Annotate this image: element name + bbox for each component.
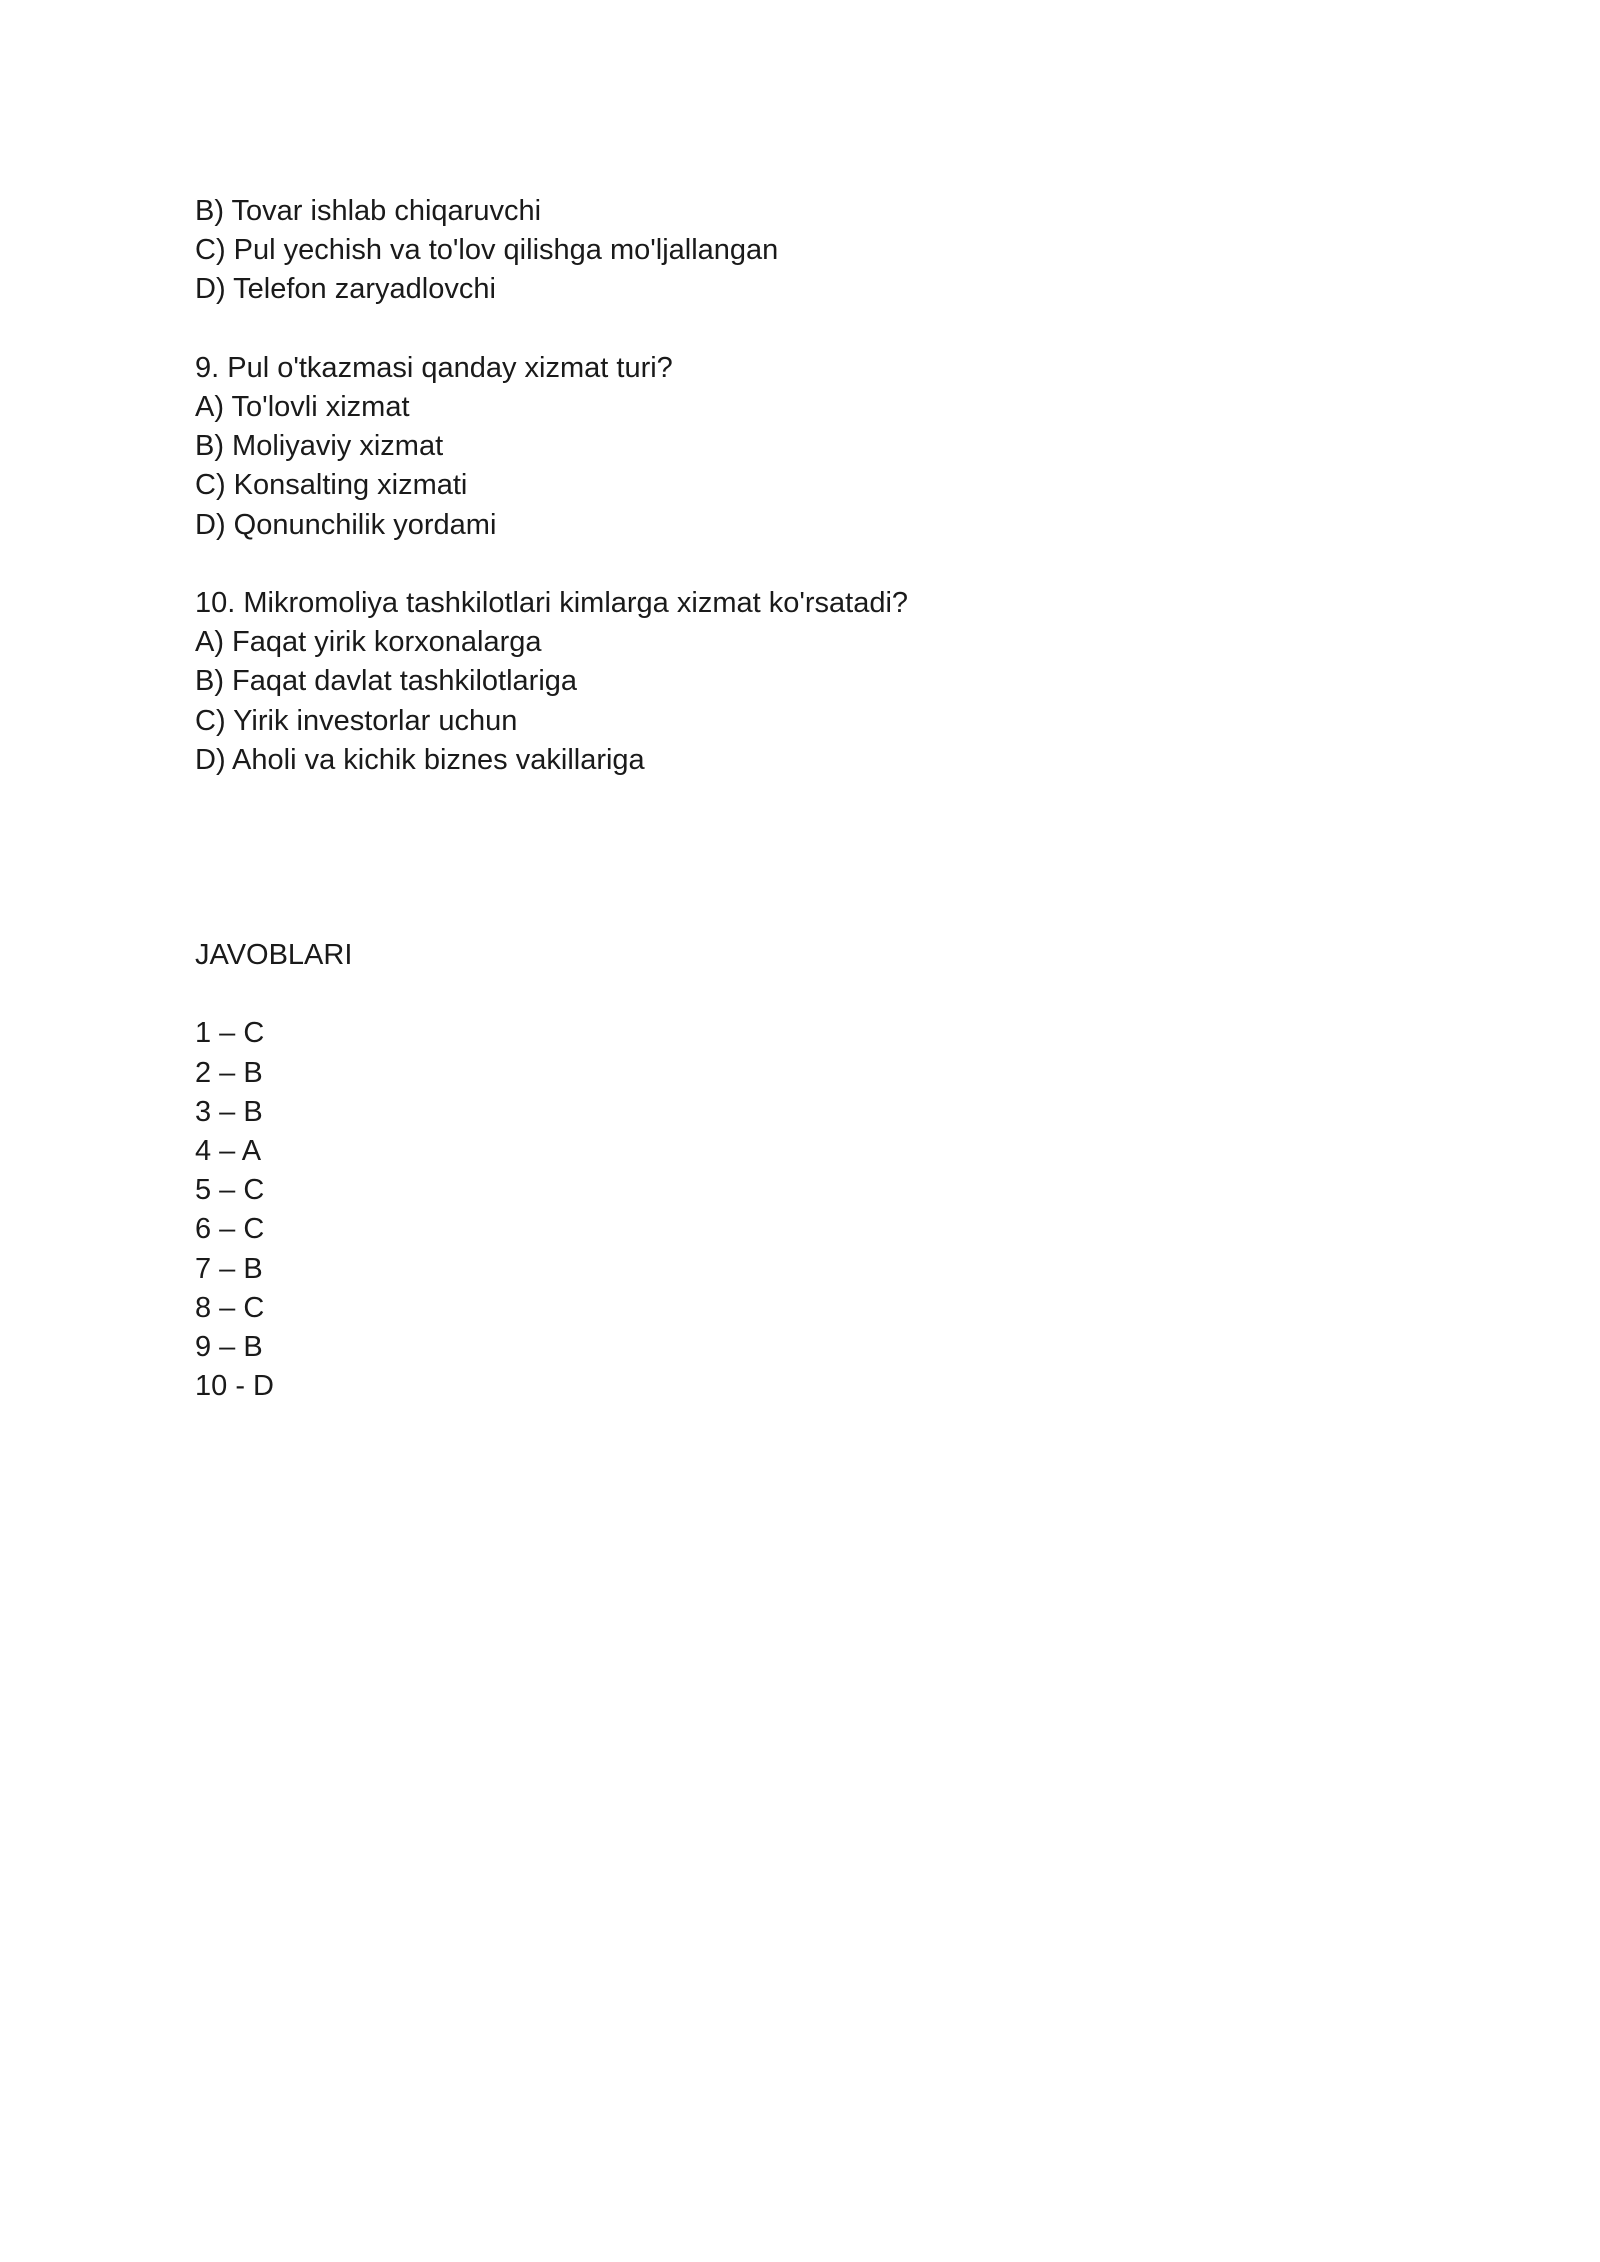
answer-item: 6 – C <box>195 1213 265 1246</box>
answers-section <box>195 936 1405 1406</box>
option-c: C) Yirik investorlar uchun <box>195 704 518 737</box>
question-text: 10. Mikromoliya tashkilotlari kimlarga xizmat ko'rsatadi? <box>195 587 909 619</box>
option-a: A) To'lovli xizmat <box>195 391 410 423</box>
spacer <box>195 975 1405 1014</box>
question-8-options <box>195 192 1405 310</box>
option-b: B) Moliyaviy xizmat <box>195 430 444 463</box>
answer-item: 5 – C <box>195 1174 265 1207</box>
question-text: 9. Pul o'tkazmasi qanday xizmat turi? <box>195 351 673 384</box>
question-10 <box>195 584 1405 780</box>
option-b: B) Faqat davlat tashkilotlariga <box>195 665 578 698</box>
question-9 <box>195 349 1405 545</box>
answer-item: 9 – B <box>195 1331 263 1364</box>
document-body <box>195 192 1405 1406</box>
option-d: D) Aholi va kichik biznes vakillariga <box>195 743 645 776</box>
option-c: C) Konsalting xizmati <box>195 469 468 502</box>
answer-item: 1 – C <box>195 1017 265 1050</box>
option-a: A) Faqat yirik korxonalarga <box>195 626 542 659</box>
answer-item: 2 – B <box>195 1056 263 1089</box>
option-d: D) Qonunchilik yordami <box>195 508 497 541</box>
answer-item: 3 – B <box>195 1095 263 1128</box>
spacer <box>195 780 1405 936</box>
answer-item: 10 - D <box>195 1370 274 1403</box>
answers-heading: JAVOBLARI <box>195 939 353 972</box>
spacer <box>195 545 1405 584</box>
option-d: D) Telefon zaryadlovchi <box>195 273 496 306</box>
option-b: B) Tovar ishlab chiqaruvchi <box>195 195 542 227</box>
option-c: C) Pul yechish va to'lov qilishga mo'ljallangan <box>195 234 779 267</box>
spacer <box>195 310 1405 349</box>
answer-item: 8 – C <box>195 1291 265 1324</box>
answer-item: 7 – B <box>195 1252 263 1285</box>
answer-item: 4 – A <box>195 1135 262 1168</box>
